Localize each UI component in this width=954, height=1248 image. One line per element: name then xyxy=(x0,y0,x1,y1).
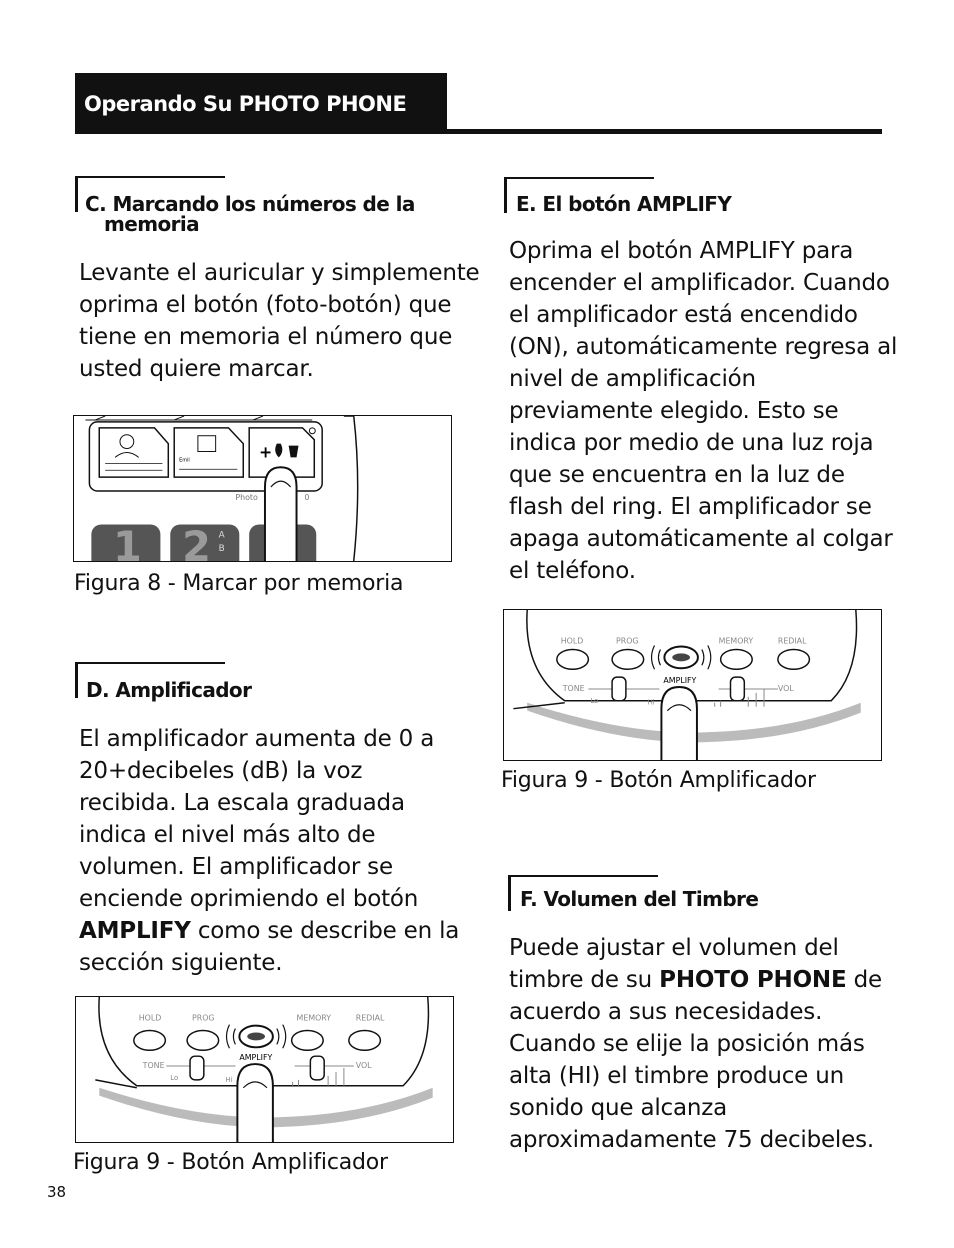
text-line: usted quiere marcar. xyxy=(79,356,314,382)
svg-text:+: + xyxy=(259,442,273,462)
amplify-panel-illustration xyxy=(504,610,881,760)
vol-label: VOL xyxy=(777,683,794,693)
section-e-rule xyxy=(504,177,654,179)
page-header-title: Operando Su PHOTO PHONE xyxy=(84,92,407,116)
text-line: 20+decibeles (dB) la voz xyxy=(79,758,363,784)
vol-label: VOL xyxy=(355,1061,372,1071)
key-1-label: 1 xyxy=(113,523,142,561)
card-text: Emil xyxy=(179,457,190,464)
prog-label: PROG xyxy=(616,636,639,646)
section-e-marker xyxy=(504,177,507,213)
section-c-title-line1: C. Marcando los números de la xyxy=(85,192,415,216)
text-line: sección siguiente. xyxy=(79,950,283,976)
text-line: (ON), automáticamente regresa al xyxy=(509,334,898,360)
prog-label: PROG xyxy=(192,1013,215,1023)
hi-label: Hi xyxy=(647,698,655,707)
hold-label: HOLD xyxy=(138,1013,162,1023)
hi-label: Hi xyxy=(225,1075,233,1084)
figure-8-memory-dial xyxy=(73,415,452,562)
text-fragment: como se describe en la xyxy=(190,918,460,944)
section-d-rule xyxy=(75,662,225,664)
section-f-body xyxy=(509,932,882,1156)
text-line: flash del ring. El amplificador se xyxy=(509,494,872,520)
text-line: aproximadamente 75 decibeles. xyxy=(509,1127,874,1153)
text-line xyxy=(509,964,882,996)
page-number: 38 xyxy=(47,1183,67,1201)
section-c-body xyxy=(79,257,480,385)
text-line: enciende oprimiendo el botón xyxy=(79,886,419,912)
redial-label: REDIAL xyxy=(355,1013,385,1023)
photo-label: Photo xyxy=(235,492,258,502)
section-e-body xyxy=(509,235,897,587)
section-d-marker xyxy=(75,662,78,698)
text-line: oprima el botón (foto-botón) que xyxy=(79,292,452,318)
tone-label: TONE xyxy=(562,683,585,693)
photo-phone-bold: PHOTO PHONE xyxy=(659,967,847,993)
text-line: alta (HI) el timbre produce un xyxy=(509,1063,844,1089)
section-c-marker xyxy=(75,176,78,212)
memory-label: MEMORY xyxy=(718,636,754,646)
lo-label: Lo xyxy=(590,696,599,705)
text-line: que se encuentra en la luz de xyxy=(509,462,845,488)
amplify-label: AMPLIFY xyxy=(239,1053,273,1063)
section-c-rule xyxy=(75,176,225,178)
text-line: Puede ajustar el volumen del xyxy=(509,935,839,961)
text-line: el amplificador está encendido xyxy=(509,302,858,328)
section-d-body xyxy=(79,723,459,979)
amplify-label: AMPLIFY xyxy=(663,676,697,686)
section-f-rule xyxy=(508,875,658,877)
text-line xyxy=(79,915,459,947)
text-line: nivel de amplificación xyxy=(509,366,756,392)
text-line: apaga automáticamente al colgar xyxy=(509,526,893,552)
memory-label: MEMORY xyxy=(296,1013,332,1023)
text-line: encender el amplificador. Cuando xyxy=(509,270,890,296)
figure-8-illustration xyxy=(74,416,451,561)
figure-9-caption-left: Figura 9 - Botón Amplificador xyxy=(73,1150,388,1175)
figure-8-caption: Figura 8 - Marcar por memoria xyxy=(74,571,404,596)
section-f-title: F. Volumen del Timbre xyxy=(520,887,759,911)
text-line: Oprima el botón AMPLIFY para xyxy=(509,238,854,264)
section-c-title-line2: memoria xyxy=(104,212,199,236)
key-2-label: 2 xyxy=(182,523,211,561)
section-e-title: E. El botón AMPLIFY xyxy=(516,192,732,216)
text-fragment: timbre de su xyxy=(509,967,660,993)
text-line: recibida. La escala graduada xyxy=(79,790,405,816)
text-line: indica el nivel más alto de xyxy=(79,822,376,848)
text-line: sonido que alcanza xyxy=(509,1095,728,1121)
amplify-panel-illustration xyxy=(76,997,453,1142)
figure-9-amplify-left xyxy=(75,996,454,1143)
photo-suffix: 0 xyxy=(304,492,310,502)
text-line: el teléfono. xyxy=(509,558,636,584)
text-line: acuerdo a sus necesidades. xyxy=(509,999,823,1025)
key-2-letter-b: B xyxy=(218,544,225,555)
redial-label: REDIAL xyxy=(777,636,807,646)
figure-9-amplify-right xyxy=(503,609,882,761)
text-fragment: de xyxy=(846,967,882,993)
text-line: previamente elegido. Esto se xyxy=(509,398,839,424)
text-line: tiene en memoria el número que xyxy=(79,324,453,350)
hold-label: HOLD xyxy=(560,636,584,646)
text-line: Levante el auricular y simplemente xyxy=(79,260,480,286)
text-line: Cuando se elije la posición más xyxy=(509,1031,865,1057)
lo-label: Lo xyxy=(170,1073,179,1082)
header-rule xyxy=(75,129,882,134)
text-line: indica por medio de una luz roja xyxy=(509,430,874,456)
section-f-marker xyxy=(508,875,511,911)
section-d-title: D. Amplificador xyxy=(86,678,252,702)
text-line: volumen. El amplificador se xyxy=(79,854,393,880)
amplify-bold: AMPLIFY xyxy=(79,918,191,944)
key-2-letter-a: A xyxy=(218,530,225,541)
figure-9-caption-right: Figura 9 - Botón Amplificador xyxy=(501,768,816,793)
text-line: El amplificador aumenta de 0 a xyxy=(79,726,435,752)
tone-label: TONE xyxy=(142,1061,165,1071)
